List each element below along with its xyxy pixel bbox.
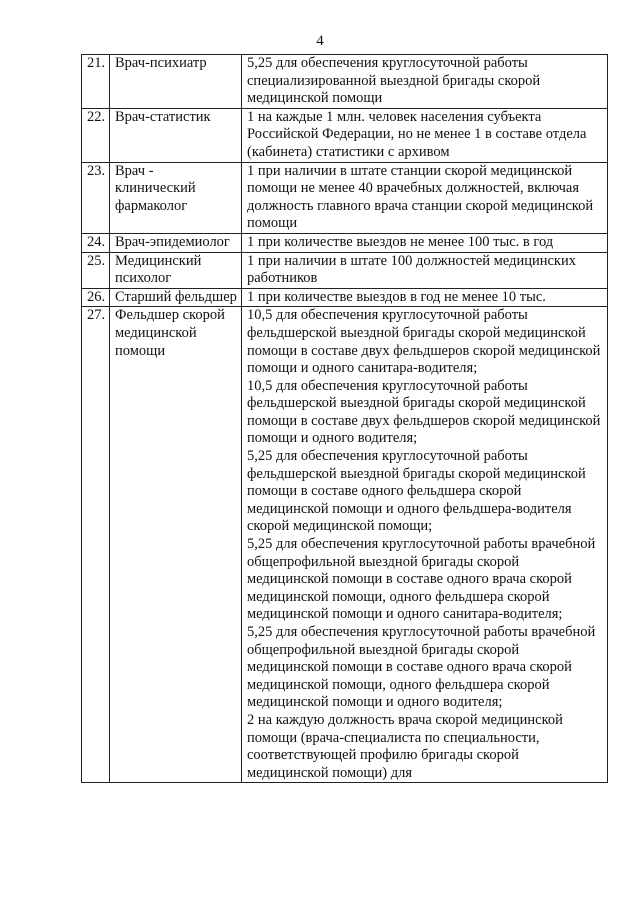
position-name: Врач - клинический фармаколог [110,162,242,233]
staffing-norm [242,307,608,783]
position-name: Врач-психиатр [110,55,242,109]
table-row [82,288,608,307]
position-name: Старший фельдшер [110,288,242,307]
row-number: 26. [82,288,110,307]
position-name: Врач-статистик [110,108,242,162]
staffing-norm-part: 5,25 для обеспечения круглосуточной работы врачебной общепрофильной выездной бригады скорой медицинской помощи в составе одного врача скорой медицинской помощи, одного фельдшера скорой медицинской помощи и одного водителя; [247,624,596,711]
row-number: 21. [82,55,110,109]
staffing-norm: 1 на каждые 1 млн. человек населения субъекта Российской Федерации, но не менее 1 в составе отдела (кабинета) статистики с архивом [242,108,608,162]
table-row [82,108,608,162]
table-row [82,233,608,252]
staffing-norm-part: 2 на каждую должность врача скорой медицинской помощи (врача-специалиста по специальности, соответствующей профилю бригады скорой медицинской помощи) для [247,711,563,781]
staffing-norm-part: 5,25 для обеспечения круглосуточной работы врачебной общепрофильной выездной бригады скорой медицинской помощи в составе одного врача скорой медицинской помощи, одного фельдшера скорой медицинской помощи и одного санитара-водителя; [247,536,596,623]
staffing-norm: 1 при количестве выездов не менее 100 тыс. в год [242,233,608,252]
row-number: 24. [82,233,110,252]
table-row [82,55,608,109]
row-number: 27. [82,307,110,783]
position-name: Медицинский психолог [110,252,242,288]
staffing-norm: 5,25 для обеспечения круглосуточной работы специализированной выездной бригады скорой медицинской помощи [242,55,608,109]
position-name: Фельдшер скорой медицинской помощи [110,307,242,783]
row-number: 22. [82,108,110,162]
staffing-norm: 1 при наличии в штате станции скорой медицинской помощи не менее 40 врачебных должностей, включая должность главного врача станции скорой медицинской помощи [242,162,608,233]
staffing-norm-part: 10,5 для обеспечения круглосуточной работы фельдшерской выездной бригады скорой медицинской помощи в составе двух фельдшеров скорой медицинской помощи и одного водителя; [247,377,601,447]
position-name: Врач-эпидемиолог [110,233,242,252]
row-number: 25. [82,252,110,288]
staffing-norm-part: 10,5 для обеспечения круглосуточной работы фельдшерской выездной бригады скорой медицинской помощи в составе двух фельдшеров скорой медицинской помощи и одного санитара-водителя; [247,307,601,377]
staffing-norm-part: 5,25 для обеспечения круглосуточной работы фельдшерской выездной бригады скорой медицинской помощи в составе одного фельдшера скорой медицинской помощи и одного фельдшера-водителя скорой медицинской помощи; [247,448,586,535]
staffing-norms-table [81,54,608,783]
row-number: 23. [82,162,110,233]
staffing-norm: 1 при количестве выездов в год не менее 10 тыс. [242,288,608,307]
table-row [82,307,608,783]
staffing-norm: 1 при наличии в штате 100 должностей медицинских работников [242,252,608,288]
table-row [82,252,608,288]
page-number: 4 [316,33,324,49]
table-row [82,162,608,233]
